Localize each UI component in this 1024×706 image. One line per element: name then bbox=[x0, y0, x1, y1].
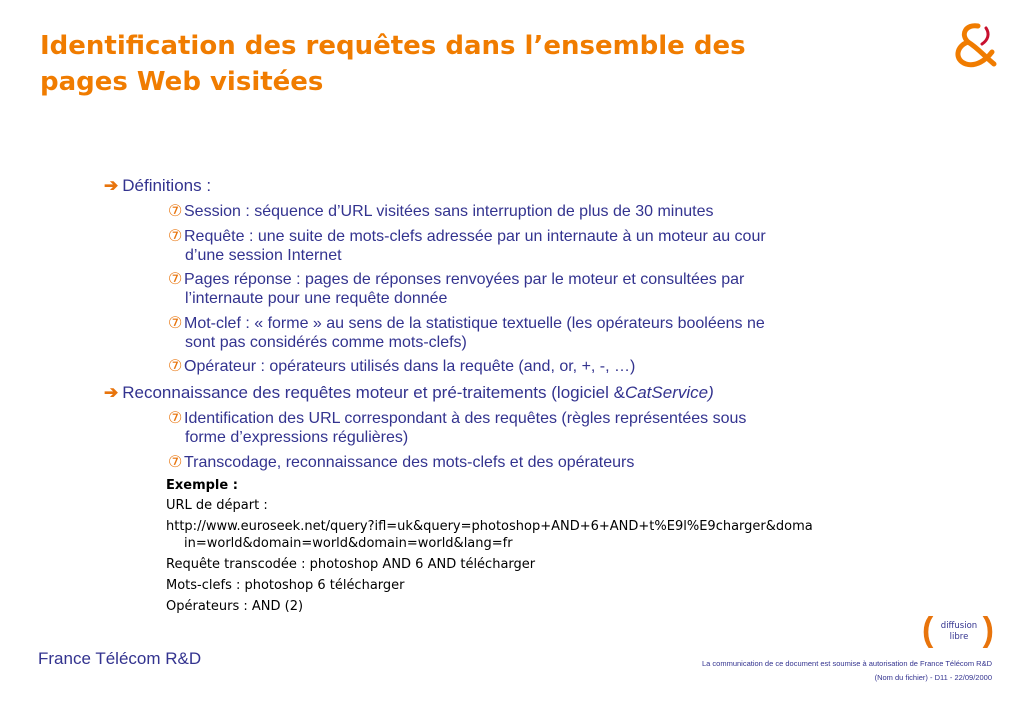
list-item: ⑦ Opérateur : opérateurs utilisés dans la requête (and, or, +, -, …) bbox=[168, 358, 636, 375]
example-transcoded: Requête transcodée : photoshop AND 6 AND télécharger bbox=[166, 557, 536, 572]
company-name: France Télécom R&D bbox=[38, 649, 202, 668]
section-label: Définitions : bbox=[122, 176, 212, 195]
arrow-right-icon: ➔ bbox=[104, 176, 119, 195]
bullet-icon: ⑦ bbox=[168, 203, 183, 220]
document-reference: (Nom du fichier) - D11 - 22/09/2000 bbox=[874, 673, 992, 682]
diffusion-libre-badge bbox=[922, 611, 994, 650]
bullet-icon: ⑦ bbox=[168, 271, 183, 288]
section-definitions bbox=[104, 176, 211, 196]
footer-notice bbox=[572, 657, 992, 685]
example-url: http://www.euroseek.net/query?ifl=uk&query=photoshop+AND+6+AND+t%E9l%E9charger&doma in=world&domain=world&domain=world&lang=fr bbox=[166, 519, 813, 551]
bullet-icon: ⑦ bbox=[168, 454, 183, 471]
example-heading: Exemple : bbox=[166, 478, 238, 493]
title-line-1: Identification des requêtes dans l’ensemble des bbox=[40, 31, 746, 61]
right-paren-icon: ) bbox=[982, 611, 994, 649]
example-keywords: Mots-clefs : photoshop 6 télécharger bbox=[166, 578, 405, 593]
confidentiality-notice: La communication de ce document est soumise à autorisation de France Télécom R&D bbox=[701, 659, 992, 668]
bullet-icon: ⑦ bbox=[168, 410, 183, 427]
arrow-right-icon: ➔ bbox=[104, 383, 119, 402]
list-item: ⑦ Requête : une suite de mots-clefs adressée par un internaute à un moteur au cour d’une session Internet bbox=[168, 228, 766, 264]
title-line-2: pages Web visitées bbox=[40, 67, 324, 97]
list-item: ⑦ Pages réponse : pages de réponses renvoyées par le moteur et consultées par l’internaute pour une requête donnée bbox=[168, 271, 745, 307]
bullet-icon: ⑦ bbox=[168, 358, 183, 375]
list-item: ⑦ Mot-clef : « forme » au sens de la statistique textuelle (les opérateurs booléens ne sont pas considérés comme mots-clefs) bbox=[168, 315, 765, 351]
badge-line-1: diffusion bbox=[940, 621, 978, 631]
bullet-icon: ⑦ bbox=[168, 315, 183, 332]
left-paren-icon: ( bbox=[922, 611, 934, 649]
section-label-italic: CatService) bbox=[624, 383, 714, 402]
section-reconnaissance bbox=[104, 383, 714, 403]
badge-line-2: libre bbox=[949, 632, 969, 642]
example-operators: Opérateurs : AND (2) bbox=[166, 599, 304, 614]
list-item: ⑦ Transcodage, reconnaissance des mots-clefs et des opérateurs bbox=[168, 454, 635, 471]
example-url-label: URL de départ : bbox=[166, 498, 268, 513]
section-label: Reconnaissance des requêtes moteur et pré-traitements (logiciel & bbox=[122, 383, 625, 402]
list-item: ⑦ Session : séquence d’URL visitées sans interruption de plus de 30 minutes bbox=[168, 203, 714, 220]
list-item: ⑦ Identification des URL correspondant à des requêtes (règles représentées sous forme d’expressions régulières) bbox=[168, 410, 747, 446]
bullet-icon: ⑦ bbox=[168, 228, 183, 245]
